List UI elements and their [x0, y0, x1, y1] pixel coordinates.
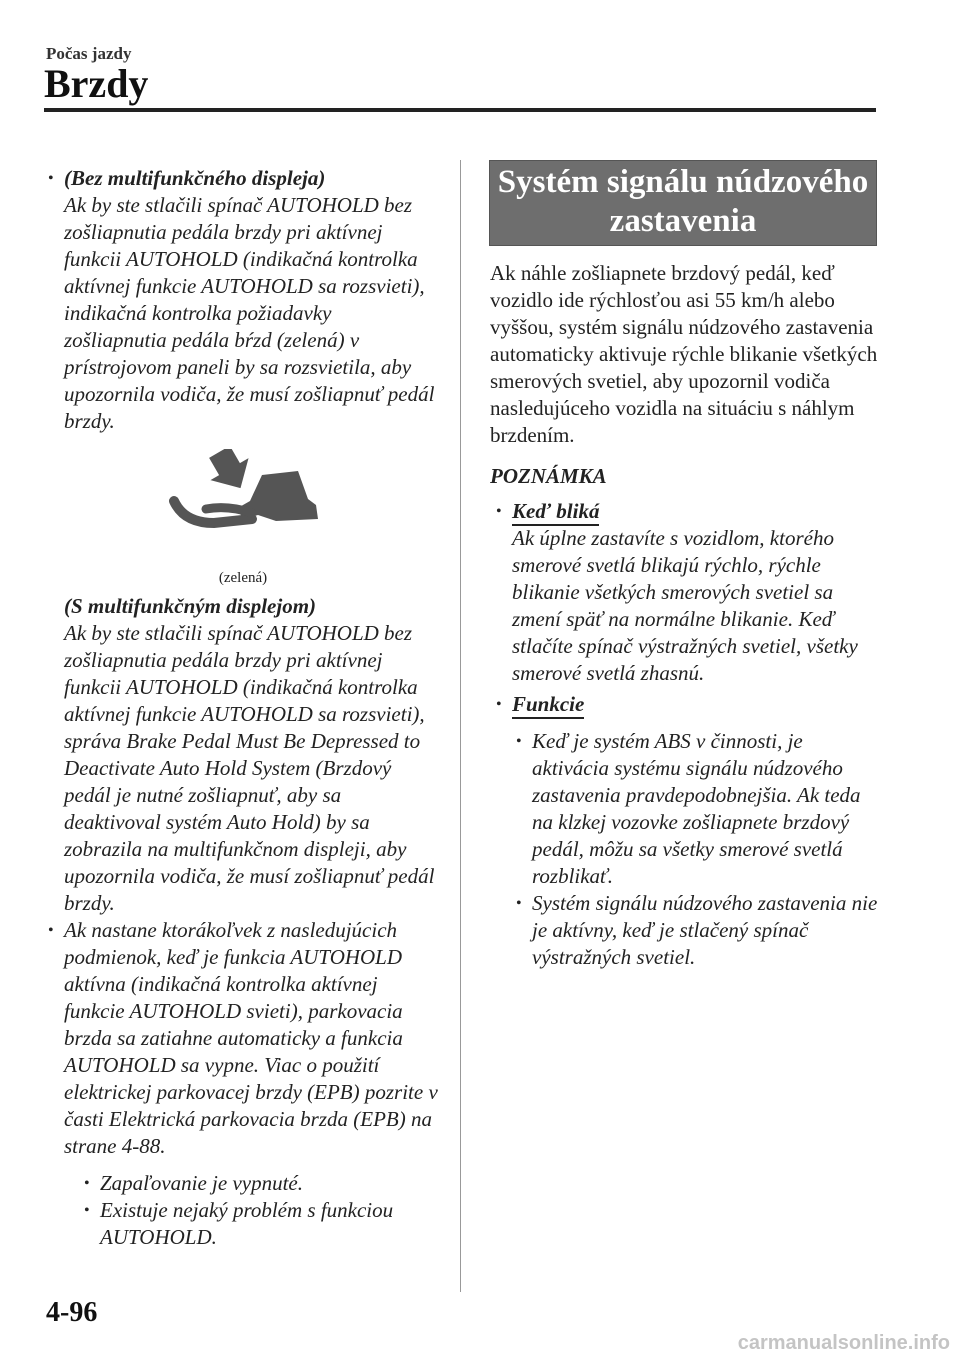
note-functions-title: Funkcie	[512, 692, 584, 719]
header-section-label: Počas jazdy	[46, 44, 132, 63]
left-column	[48, 165, 438, 1251]
subheading-no-display: (Bez multifunkčného displeja)	[64, 166, 326, 190]
bullet-dot: •	[48, 922, 54, 939]
bullet-dot: •	[84, 1202, 90, 1219]
note-blinking	[496, 498, 880, 687]
figure-caption: (zelená)	[218, 570, 268, 586]
list-item-text: Systém signálu núdzového zastavenia nie je aktívny, keď je stlačený spínač výstražných svetiel.	[532, 891, 878, 969]
paragraph-conditions: Ak nastane ktorákoľvek z nasledujúcich podmienok, keď je funkcia AUTOHOLD aktívna (indikačná kontrolka aktívnej funkcie AUTOHOLD svieti), parkovacia brzda sa zatiahne automaticky a funkcia AUTOHOLD sa vypne. Viac o použití elektrickej parkovacej brzdy (EPB) pozrite v časti Elektrická parkovacia brzda (EPB) na strane 4-88.	[64, 918, 438, 1158]
list-item	[516, 728, 880, 890]
subheading-with-display: (S multifunkčným displejom)	[64, 594, 317, 618]
page-number: 4-96	[46, 1297, 98, 1328]
bullet-with-display	[48, 593, 438, 917]
note-blinking-title: Keď bliká	[512, 499, 599, 526]
header-rule	[44, 108, 876, 112]
bullet-dot: •	[84, 1175, 90, 1192]
conditions-list	[48, 1170, 438, 1251]
intro-paragraph: Ak náhle zošliapnete brzdový pedál, keď vozidlo ide rýchlosťou asi 55 km/h alebo vyššou, systém signálu núdzového zastavenia automaticky aktivuje rýchle blikanie všetkých smerových svetiel, aby upozornil vodiča nasledujúceho vozidla na situáciu s náhlym brzdením.	[490, 261, 878, 447]
note-blinking-text: Ak úplne zastavíte s vozidlom, ktorého smerové svetlá blikajú rýchlo, rýchle blikanie všetkých smerových svetiel sa zmení späť na normálne blikanie. Keď stlačíte spínač výstražných svetiel, všetky smerové svetlá zhasnú.	[512, 526, 858, 685]
right-column	[490, 160, 880, 971]
bullet-no-display	[48, 165, 438, 435]
paragraph-no-display: Ak by ste stlačili spínač AUTOHOLD bez zošliapnutia pedála brzdy pri aktívnej funkcii AUTOHOLD (indikačná kontrolka aktívnej funkcie AUTOHOLD sa rozsvieti), indikačná kontrolka požiadavky zošliapnutia pedála bŕzd (zelená) v prístrojovom paneli by sa rozsvietila, aby upozornila vodiča, že musí zošliapnuť pedál brzdy.	[64, 193, 435, 433]
bullet-conditions	[48, 917, 438, 1160]
watermark: carmanualsonline.info	[737, 1332, 950, 1354]
list-item-text: Existuje nejaký problém s funkciou AUTOHOLD.	[100, 1198, 394, 1249]
bullet-dot: •	[516, 895, 522, 912]
list-item	[84, 1197, 438, 1251]
indicator-figure	[48, 449, 438, 593]
paragraph-with-display: Ak by ste stlačili spínač AUTOHOLD bez zošliapnutia pedála brzdy pri aktívnej funkcii AUTOHOLD (indikačná kontrolka aktívnej funkcie AUTOHOLD sa rozsvieti), správa Brake Pedal Must Be Depressed to Deactivate Auto Hold System (Brzdový pedál je nutné zošliapnuť, aby sa deaktivoval systém Auto Hold) by sa zobrazila na multifunkčnom displeji, aby upozornila vodiča, že musí zošliapnuť pedál brzdy.	[64, 621, 435, 915]
list-item	[516, 890, 880, 971]
column-separator	[460, 160, 461, 1292]
bullet-dot: •	[48, 170, 54, 187]
bullet-dot: •	[496, 696, 502, 713]
note-functions	[496, 691, 880, 718]
functions-list	[490, 728, 880, 971]
page-title: Brzdy	[44, 61, 149, 106]
list-item-text: Keď je systém ABS v činnosti, je aktivácia systému signálu núdzového zastavenia pravdepodobnejšia. Ak teda na klzkej vozovke zošliapnete brzdový pedál, môžu sa všetky smerové svetlá rozblikať.	[532, 729, 861, 888]
list-item	[84, 1170, 438, 1197]
note-heading: POZNÁMKA	[490, 464, 607, 488]
brake-pedal-foot-icon	[166, 449, 326, 559]
list-item-text: Zapaľovanie je vypnuté.	[100, 1171, 303, 1195]
bullet-dot: •	[516, 733, 522, 750]
section-title: Systém signálu núdzového zastavenia	[489, 160, 877, 246]
bullet-dot: •	[496, 503, 502, 520]
